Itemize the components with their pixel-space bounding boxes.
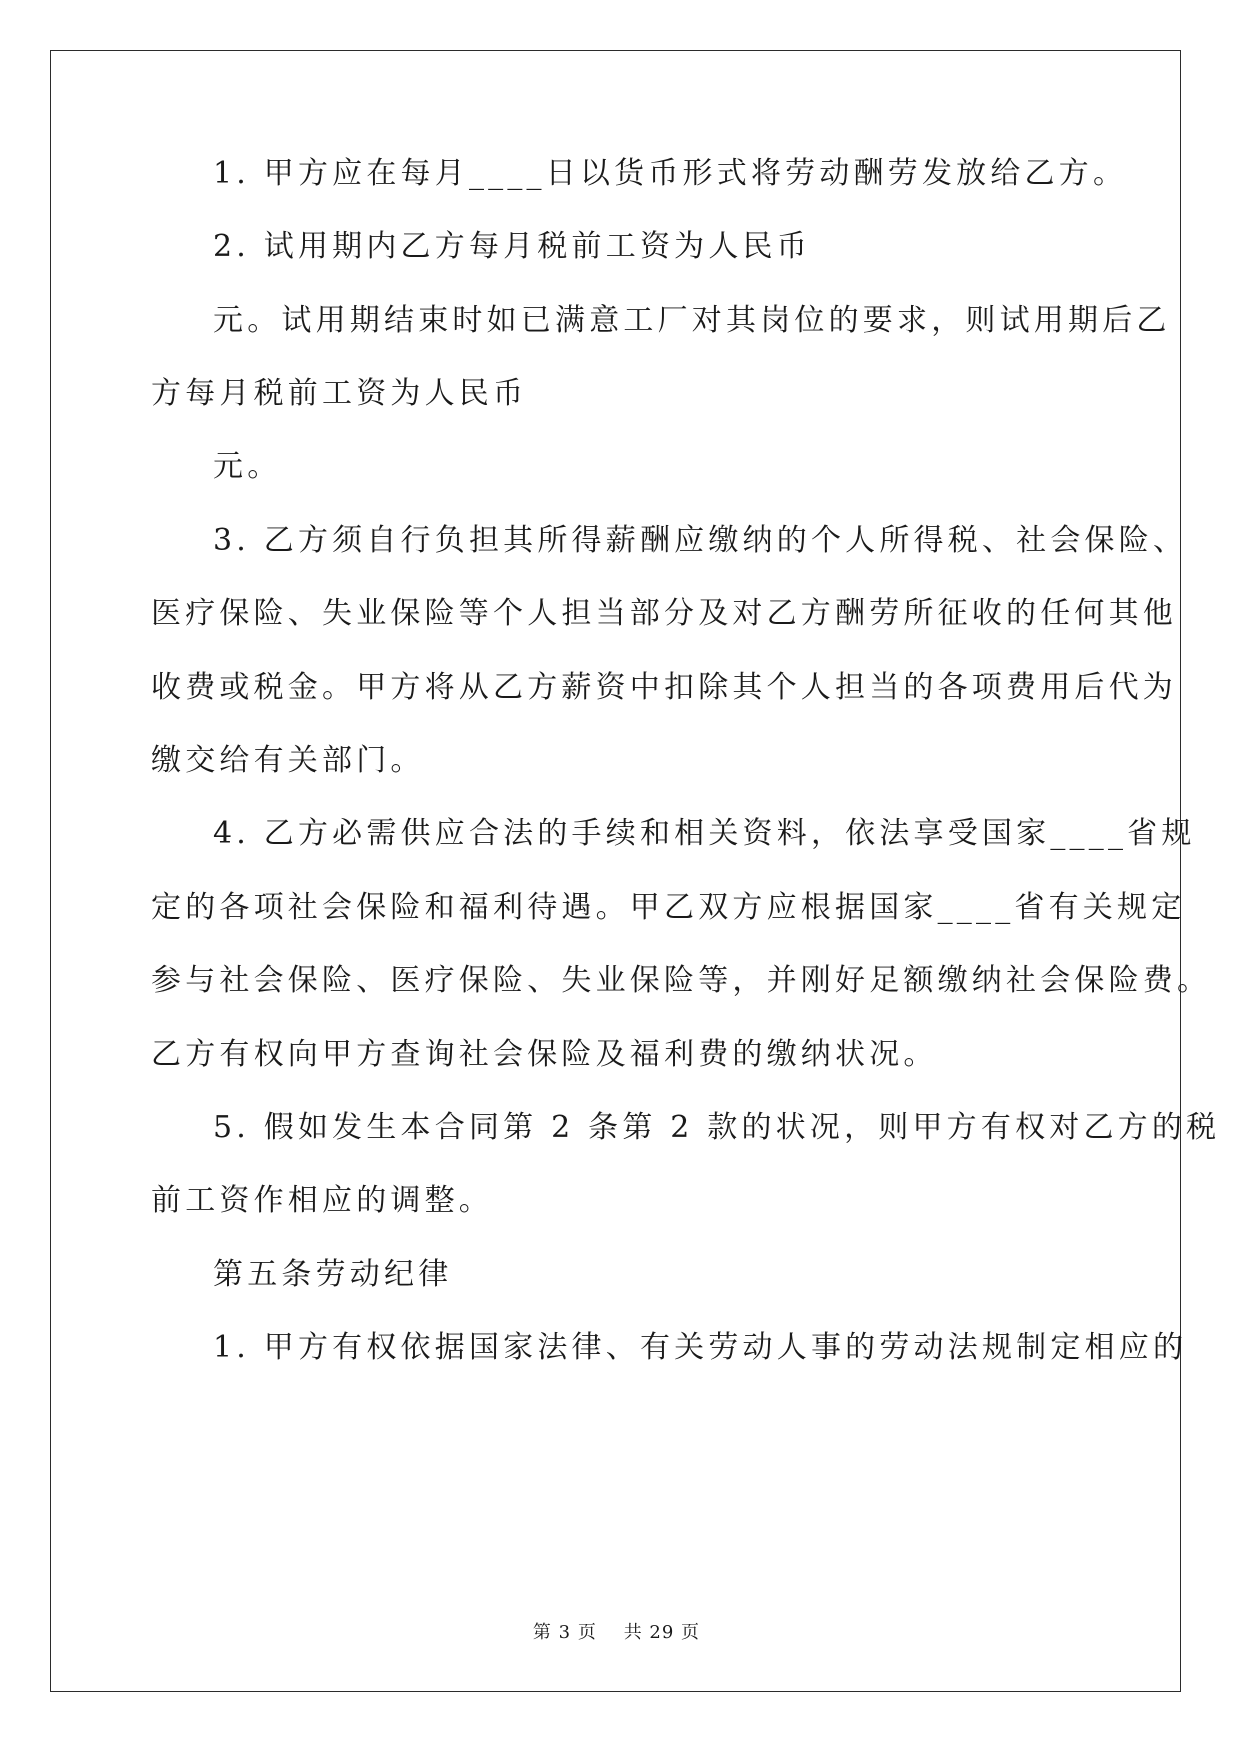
text-line: 收费或税金。甲方将从乙方薪资中扣除其个人担当的各项费用后代为 bbox=[151, 670, 1177, 705]
text-line: 3. 乙方须自行负担其所得薪酬应缴纳的个人所得税、社会保险、 bbox=[213, 523, 1188, 558]
page-footer: 第 3 页 共 29 页 bbox=[532, 1622, 701, 1643]
text-line: 方每月税前工资为人民币 bbox=[151, 376, 528, 411]
text-line: 乙方有权向甲方查询社会保险及福利费的缴纳状况。 bbox=[151, 1037, 938, 1072]
text-line: 前工资作相应的调整。 bbox=[151, 1183, 493, 1218]
text-line: 定的各项社会保险和福利待遇。甲乙双方应根据国家____省有关规定 bbox=[151, 890, 1186, 925]
text-line: 参与社会保险、医疗保险、失业保险等，并刚好足额缴纳社会保险费。 bbox=[151, 963, 1212, 998]
text-line: 5. 假如发生本合同第 2 条第 2 款的状况，则甲方有权对乙方的税 bbox=[213, 1110, 1221, 1145]
text-line: 4. 乙方必需供应合法的手续和相关资料，依法享受国家____省规 bbox=[213, 816, 1196, 851]
text-line: 元。 bbox=[213, 449, 282, 484]
text-line: 元。试用期结束时如已满意工厂对其岗位的要求，则试用期后乙 bbox=[213, 303, 1171, 338]
text-line: 缴交给有关部门。 bbox=[151, 743, 425, 778]
text-line: 2. 试用期内乙方每月税前工资为人民币 bbox=[213, 229, 811, 264]
section-heading: 第五条劳动纪律 bbox=[213, 1257, 453, 1292]
text-line: 1. 甲方应在每月____日以货币形式将劳动酬劳发放给乙方。 bbox=[213, 156, 1128, 191]
page-frame bbox=[50, 50, 1221, 1692]
text-line: 医疗保险、失业保险等个人担当部分及对乙方酬劳所征收的任何其他 bbox=[151, 596, 1177, 631]
text-line: 1. 甲方有权依据国家法律、有关劳动人事的劳动法规制定相应的 bbox=[213, 1330, 1188, 1365]
